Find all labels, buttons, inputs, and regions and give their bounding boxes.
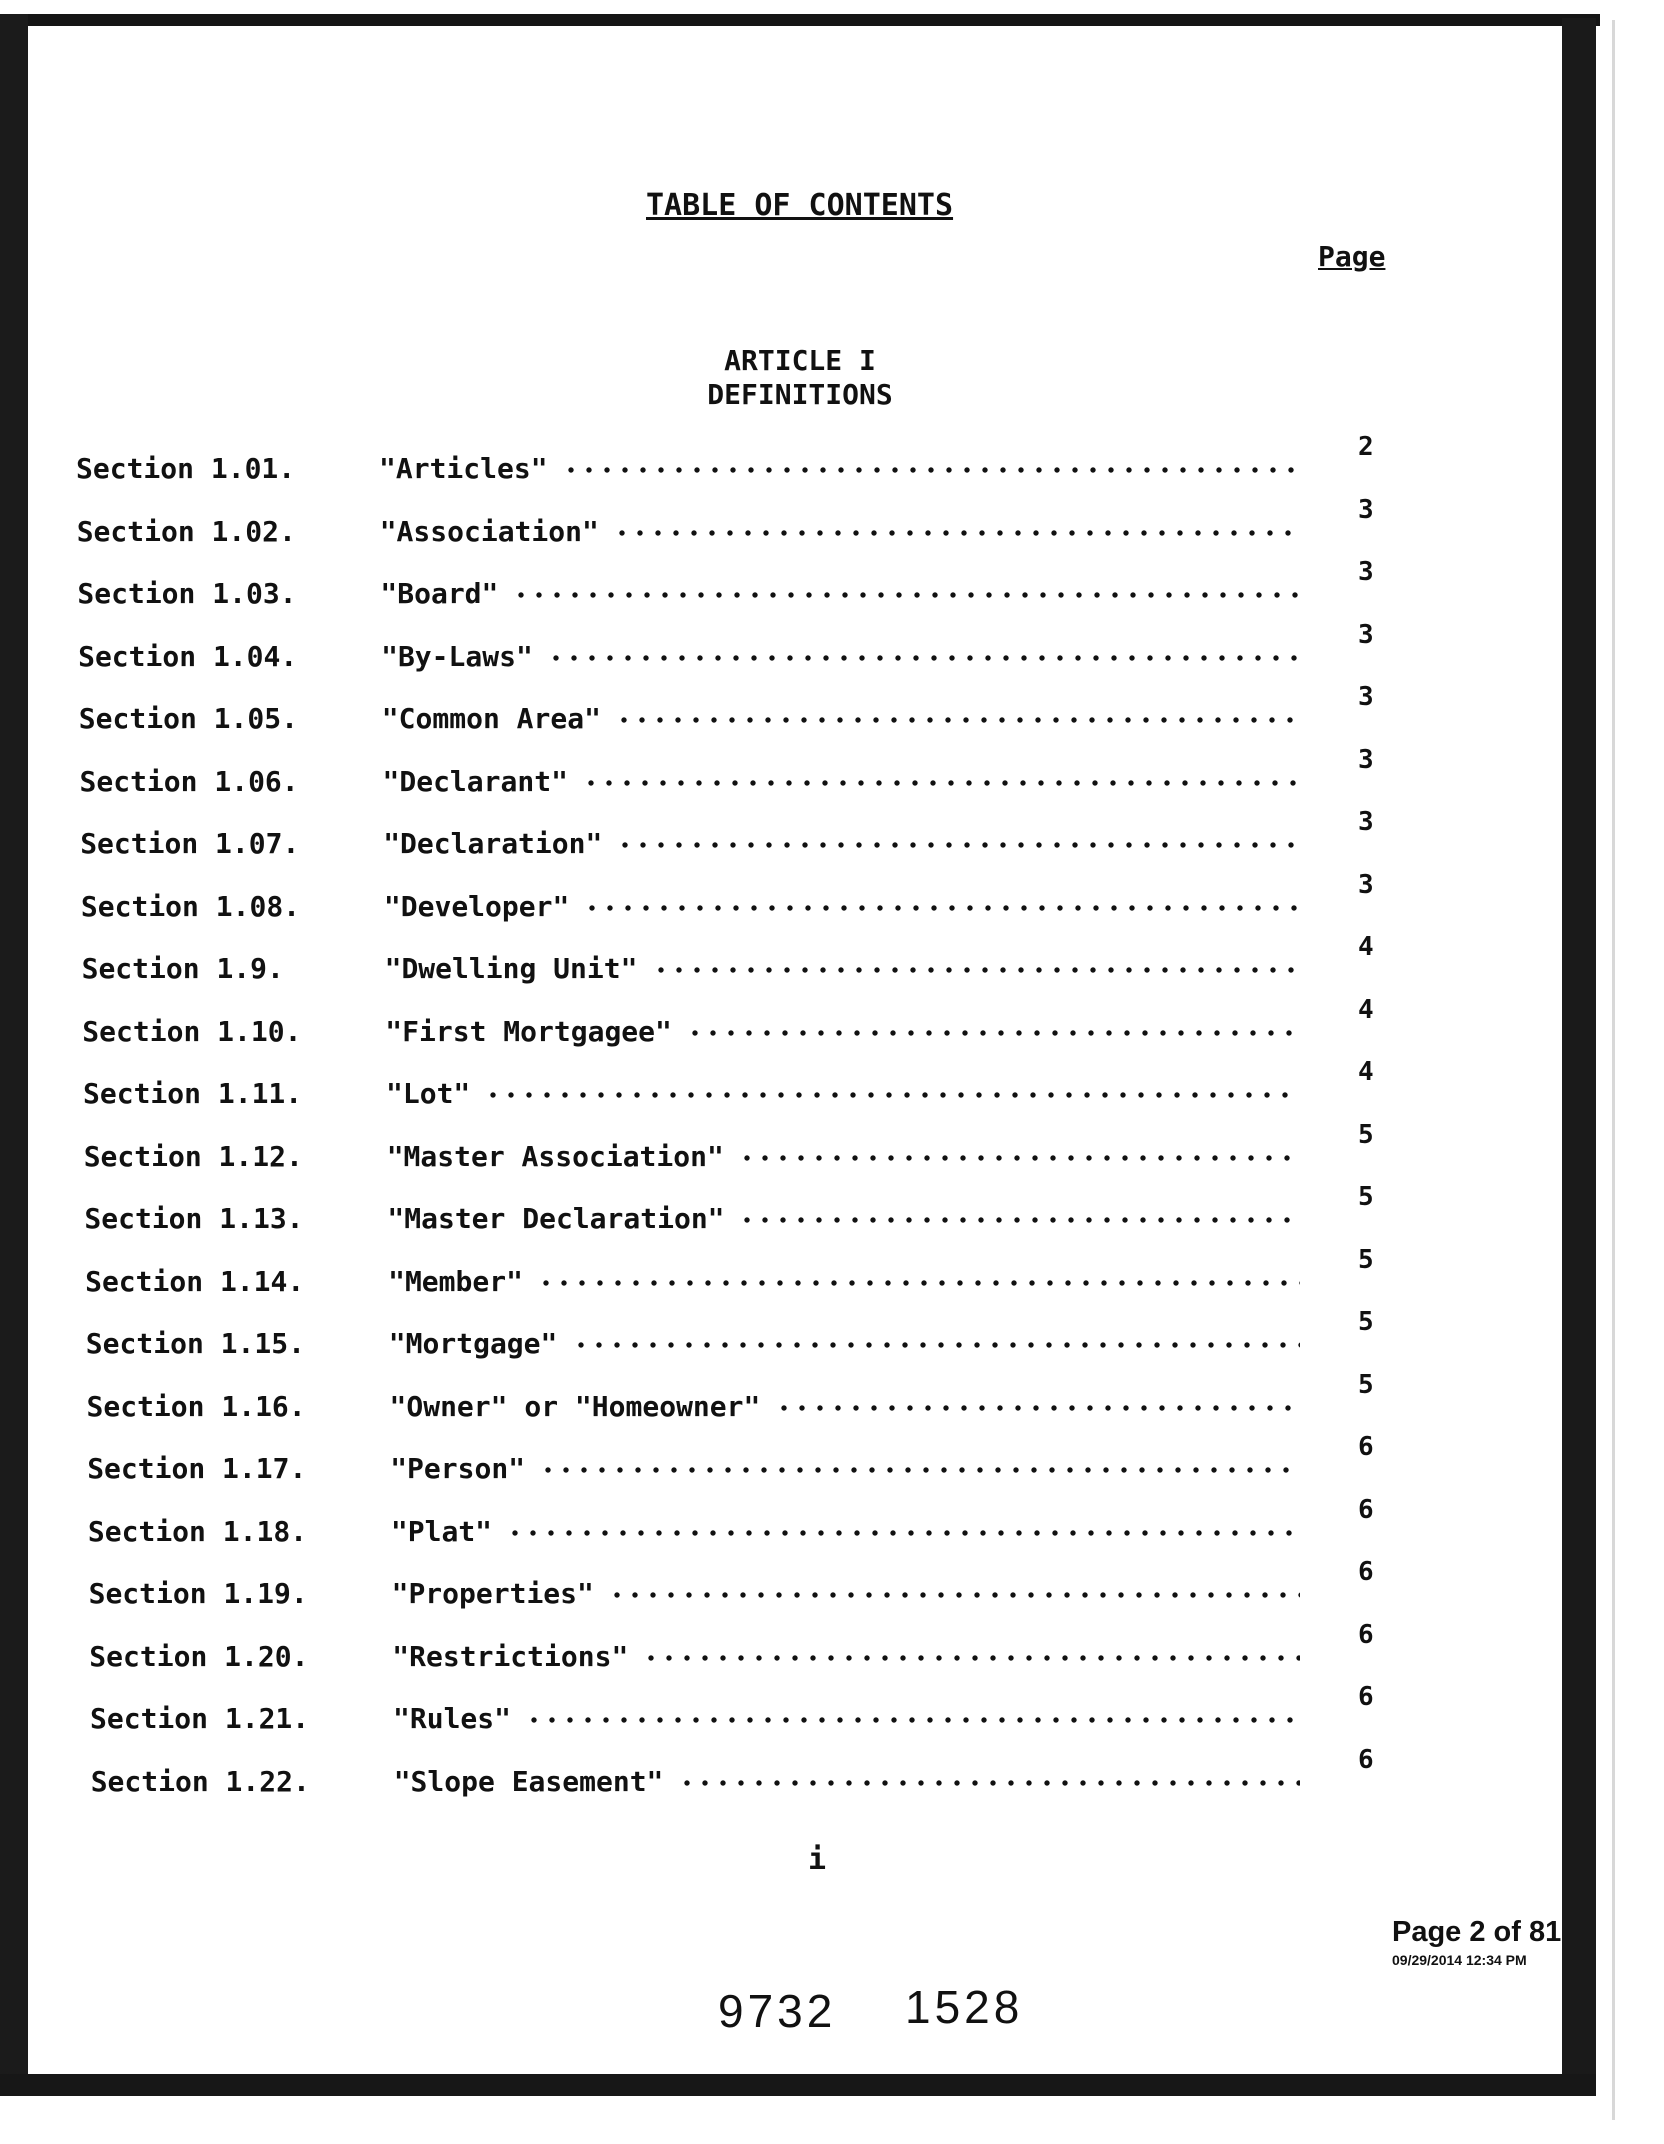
- toc-entry: [89, 1619, 1374, 1684]
- scan-border-left: [0, 14, 28, 2094]
- toc-section-title: "Association": [379, 514, 599, 548]
- toc-dot-leader: [547, 654, 1300, 662]
- toc-page-number: 6: [1357, 1744, 1374, 1775]
- toc-section-title: "Properties": [391, 1577, 594, 1610]
- toc-section-title: "Owner" or "Homeowner": [389, 1389, 761, 1423]
- toc-entry: [81, 932, 1374, 996]
- toc-entry: [80, 807, 1374, 871]
- toc-title: TABLE OF CONTENTS: [646, 188, 954, 223]
- toc-entry: [76, 494, 1374, 559]
- toc-page-number: 5: [1357, 1182, 1374, 1212]
- toc-page-number: 5: [1358, 1369, 1374, 1400]
- toc-entry: [77, 557, 1374, 621]
- toc-section-title: "Member": [388, 1264, 523, 1298]
- toc-section-number: Section 1.14.: [85, 1264, 305, 1298]
- toc-entry: [82, 994, 1374, 1059]
- roman-page-number: i: [808, 1842, 827, 1877]
- toc-page-number: 5: [1357, 1119, 1374, 1150]
- toc-section-title: "Articles": [379, 452, 548, 485]
- scan-edge-sliver: [1612, 20, 1615, 2120]
- toc-section-title: "Declaration": [383, 827, 603, 860]
- toc-section-number: Section 1.06.: [79, 764, 299, 798]
- page-of-count: Page 2 of 81: [1392, 1916, 1562, 1948]
- toc-page-number: 3: [1357, 807, 1374, 837]
- toc-section-title: "Master Declaration": [387, 1202, 725, 1235]
- toc-dot-leader: [572, 1341, 1300, 1349]
- toc-entry: [76, 432, 1374, 496]
- toc-section-number: Section 1.9.: [81, 952, 284, 985]
- toc-section-number: Section 1.12.: [83, 1139, 303, 1173]
- toc-page-number: 6: [1357, 1619, 1374, 1650]
- toc-entry: [83, 1057, 1374, 1121]
- toc-dot-leader: [738, 1154, 1300, 1162]
- toc-section-number: Section 1.10.: [82, 1014, 302, 1048]
- toc-section-number: Section 1.17.: [87, 1452, 307, 1485]
- toc-section-number: Section 1.05.: [78, 702, 298, 735]
- toc-page-number: 3: [1357, 869, 1374, 900]
- toc-page-number: 6: [1357, 1432, 1374, 1462]
- toc-section-number: Section 1.03.: [77, 577, 297, 610]
- toc-dot-leader: [686, 1029, 1300, 1037]
- toc-section-number: Section 1.11.: [83, 1077, 303, 1110]
- toc-page-number: 6: [1357, 1557, 1374, 1587]
- toc-dot-leader: [582, 779, 1301, 787]
- toc-dot-leader: [642, 1654, 1300, 1662]
- article-label: ARTICLE I: [724, 344, 876, 377]
- toc-dot-leader: [562, 466, 1300, 474]
- toc-section-number: Section 1.22.: [90, 1764, 310, 1798]
- toc-page-number: 6: [1357, 1494, 1374, 1525]
- toc-section-title: "Restrictions": [392, 1639, 629, 1673]
- toc-dot-leader: [775, 1404, 1301, 1412]
- toc-page-number: 6: [1358, 1682, 1374, 1712]
- toc-section-number: Section 1.20.: [89, 1639, 309, 1673]
- toc-section-number: Section 1.04.: [78, 639, 298, 673]
- toc-page-number: 3: [1357, 682, 1374, 712]
- toc-page-number: 3: [1357, 619, 1374, 650]
- toc-page-number: 4: [1358, 1057, 1374, 1087]
- toc-dot-leader: [539, 1466, 1300, 1474]
- article-subtitle: DEFINITIONS: [707, 378, 893, 411]
- toc-entry: [80, 869, 1374, 934]
- toc-section-number: Section 1.01.: [76, 452, 296, 485]
- toc-dot-leader: [738, 1216, 1300, 1224]
- toc-dot-leader: [525, 1716, 1300, 1724]
- toc-section-title: "Board": [380, 577, 499, 610]
- toc-entry: [84, 1182, 1374, 1246]
- toc-entry: [87, 1494, 1374, 1559]
- toc-section-title: "Developer": [383, 889, 570, 923]
- toc-section-title: "Mortgage": [388, 1327, 558, 1360]
- toc-entry: [85, 1244, 1374, 1309]
- toc-section-number: Section 1.19.: [88, 1577, 308, 1610]
- toc-section-number: Section 1.02.: [76, 514, 296, 548]
- toc-dot-leader: [615, 716, 1300, 724]
- toc-dot-leader: [583, 904, 1300, 912]
- scan-border-bottom: [0, 2074, 1596, 2096]
- toc-dot-leader: [616, 841, 1300, 849]
- toc-dot-leader: [608, 1591, 1300, 1599]
- toc-section-title: "First Mortgagee": [385, 1014, 672, 1048]
- toc-section-number: Section 1.15.: [85, 1327, 305, 1360]
- toc-entry: [88, 1557, 1374, 1621]
- toc-entry: [83, 1119, 1374, 1184]
- toc-page-number: 3: [1357, 557, 1374, 587]
- toc-entry: [78, 619, 1374, 684]
- toc-page-number: 3: [1357, 494, 1374, 525]
- toc-dot-leader: [537, 1279, 1300, 1287]
- toc-section-number: Section 1.08.: [80, 889, 301, 923]
- toc-section-title: "Plat": [390, 1514, 493, 1548]
- recording-page-number: 1528: [905, 1981, 1024, 2033]
- toc-entry: [90, 1744, 1374, 1809]
- toc-entry: [87, 1432, 1374, 1496]
- toc-page-number: 4: [1357, 932, 1374, 962]
- toc-section-title: "By-Laws": [381, 639, 533, 673]
- toc-section-title: "Master Association": [386, 1139, 724, 1173]
- toc-page-number: 2: [1358, 432, 1374, 462]
- toc-section-title: "Rules": [393, 1702, 512, 1735]
- toc-section-title: "Dwelling Unit": [384, 952, 638, 985]
- toc-dot-leader: [506, 1529, 1300, 1537]
- toc-page-number: 4: [1357, 994, 1374, 1025]
- toc-section-title: "Slope Easement": [393, 1764, 664, 1798]
- toc-page-number: 3: [1358, 744, 1374, 775]
- toc-entry: [79, 744, 1374, 809]
- toc-dot-leader: [678, 1779, 1300, 1787]
- toc-dot-leader: [512, 591, 1300, 599]
- scan-border-top: [20, 14, 1600, 26]
- toc-dot-leader: [613, 529, 1300, 537]
- toc-section-number: Section 1.07.: [80, 827, 300, 860]
- toc-section-number: Section 1.21.: [90, 1702, 310, 1735]
- toc-section-number: Section 1.13.: [84, 1202, 304, 1235]
- toc-entry: [78, 682, 1374, 746]
- toc-entry: [86, 1369, 1374, 1434]
- print-timestamp: 09/29/2014 12:34 PM: [1392, 1952, 1527, 1968]
- toc-entry: [85, 1307, 1374, 1371]
- toc-entry: [90, 1682, 1374, 1746]
- toc-section-title: "Lot": [386, 1077, 471, 1110]
- page-column-label: Page: [1318, 240, 1386, 273]
- toc-dot-leader: [652, 966, 1300, 974]
- recording-book-number: 9732: [718, 1985, 837, 2037]
- toc-section-number: Section 1.16.: [86, 1389, 306, 1423]
- toc-section-number: Section 1.18.: [87, 1514, 308, 1548]
- toc-section-title: "Declarant": [382, 764, 568, 798]
- toc-page-number: 5: [1357, 1307, 1374, 1337]
- toc-dot-leader: [484, 1091, 1300, 1099]
- toc-page-number: 5: [1357, 1244, 1374, 1275]
- scan-border-right: [1562, 18, 1596, 2094]
- article-heading: [0, 344, 1600, 412]
- toc-section-title: "Common Area": [381, 702, 601, 735]
- toc-section-title: "Person": [390, 1452, 526, 1485]
